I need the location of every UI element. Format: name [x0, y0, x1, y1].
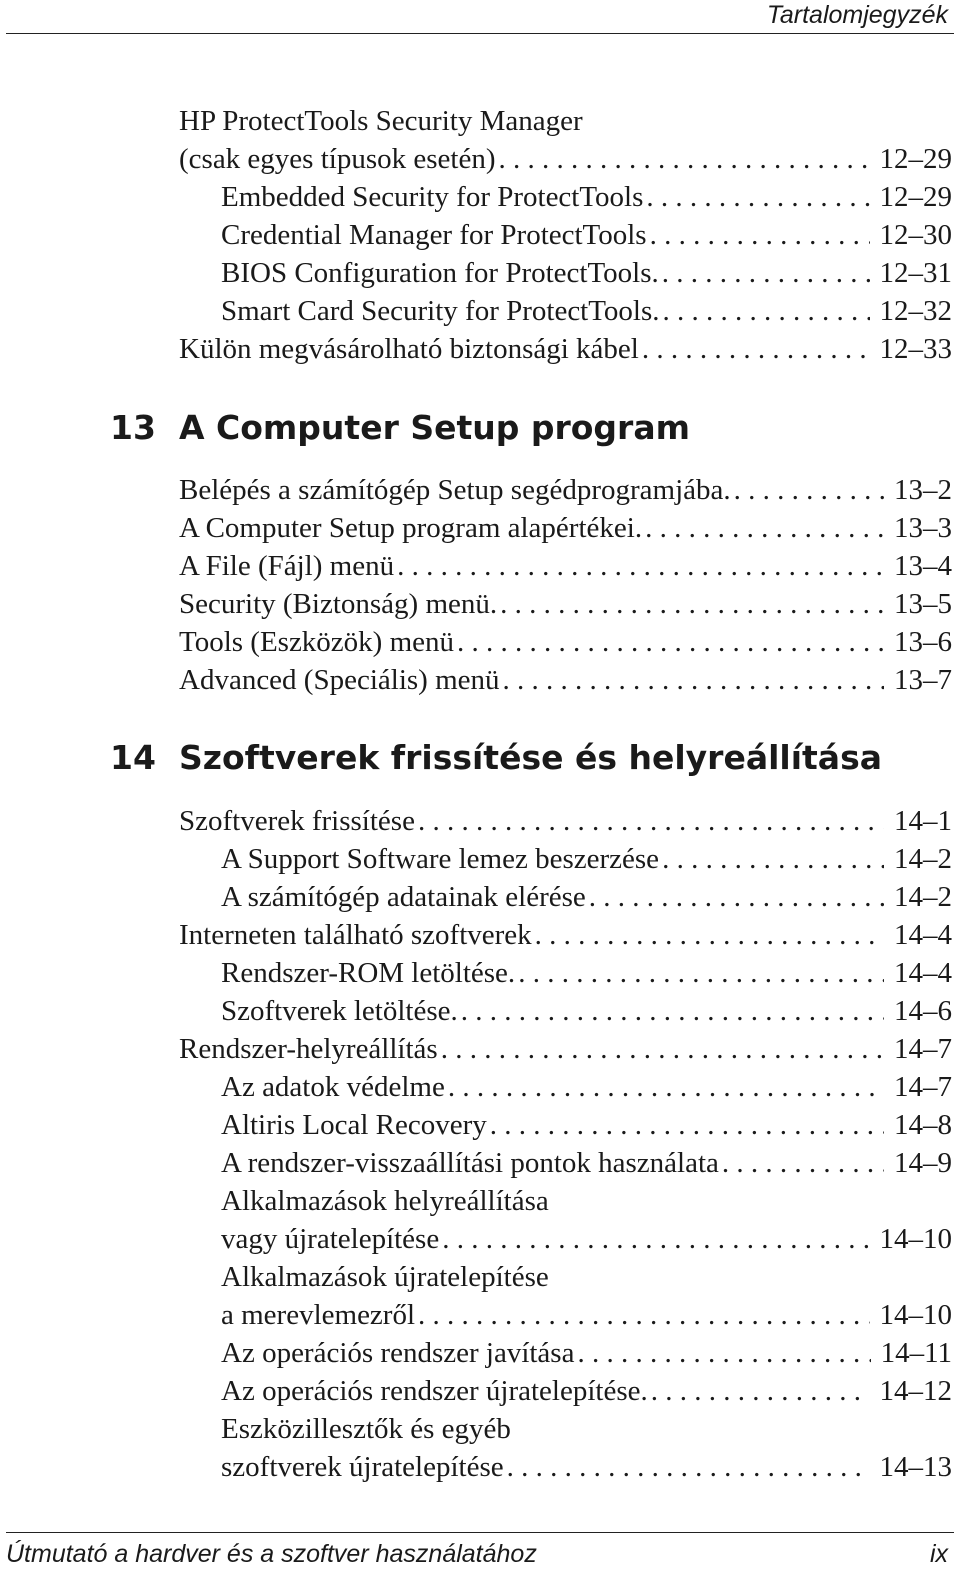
toc-entry-title: Az operációs rendszer javítása: [221, 1337, 575, 1369]
toc-entry[interactable]: [221, 178, 952, 216]
chapter-heading[interactable]: [110, 736, 882, 780]
dot-leader: [415, 1296, 869, 1334]
toc-page-number: 13–3: [894, 512, 952, 544]
dot-leader: [454, 623, 884, 661]
dot-leader: [642, 509, 884, 547]
chapter-title: A Computer Setup program: [179, 408, 690, 447]
toc-entry-title: A Computer Setup program alapértékei.: [179, 512, 643, 544]
dot-leader: [515, 954, 884, 992]
toc-entry-title: HP ProtectTools Security Manager: [179, 105, 583, 137]
toc-entry[interactable]: [221, 992, 952, 1030]
toc-entry-title: A számítógép adatainak elérése: [221, 881, 586, 913]
dot-leader: [458, 992, 884, 1030]
toc-entry-title: A rendszer-visszaállítási pontok használata: [221, 1147, 719, 1179]
toc-page-number: 14–1: [894, 805, 952, 837]
dot-leader: [495, 140, 869, 178]
toc-page-number: 13–7: [894, 664, 952, 696]
toc-page-number: 13–2: [894, 474, 952, 506]
dot-leader: [497, 585, 884, 623]
toc-page-number: 14–10: [879, 1223, 952, 1255]
toc-page-number: 12–31: [879, 257, 952, 289]
toc-page-number: 14–2: [894, 881, 952, 913]
toc-page-number: 14–11: [880, 1337, 952, 1369]
toc-entry[interactable]: [221, 1372, 952, 1410]
chapter-title: Szoftverek frissítése és helyreállítása: [179, 738, 882, 777]
toc-entry[interactable]: [179, 1030, 952, 1068]
dot-leader: [574, 1334, 870, 1372]
footer-book-title: Útmutató a hardver és a szoftver használatához: [6, 1540, 537, 1568]
toc-entry-title: Belépés a számítógép Setup segédprogramjába.: [179, 474, 731, 506]
toc-page-number: 14–7: [894, 1033, 952, 1065]
chapter-number: 13: [110, 408, 156, 447]
toc-entry-title: szoftverek újratelepítése: [221, 1451, 504, 1483]
toc-entry[interactable]: [221, 1334, 952, 1372]
toc-entry[interactable]: [179, 547, 952, 585]
toc-entry[interactable]: [221, 954, 952, 992]
toc-page-number: 14–8: [894, 1109, 952, 1141]
toc-entry[interactable]: [179, 661, 952, 699]
toc-page-number: 13–6: [894, 626, 952, 658]
toc-entry[interactable]: [221, 254, 952, 292]
dot-leader: [439, 1220, 869, 1258]
dot-leader: [660, 292, 870, 330]
toc-entry[interactable]: [221, 1220, 952, 1258]
toc-entry[interactable]: [221, 1144, 952, 1182]
toc-entry[interactable]: [221, 292, 952, 330]
toc-entry-title: (csak egyes típusok esetén): [179, 143, 496, 175]
toc-entry-title: Szoftverek frissítése: [179, 805, 415, 837]
toc-entry-title: Interneten található szoftverek: [179, 919, 532, 951]
toc-entry[interactable]: [179, 623, 952, 661]
toc-entry-title: Rendszer-ROM letöltése.: [221, 957, 516, 989]
dot-leader: [415, 802, 884, 840]
toc-page-number: 12–29: [879, 181, 952, 213]
dot-leader: [659, 840, 884, 878]
toc-page-number: 12–33: [879, 333, 952, 365]
toc-page-number: 12–32: [879, 295, 952, 327]
dot-leader: [647, 216, 870, 254]
toc-entry[interactable]: [221, 1258, 952, 1296]
toc-entry[interactable]: [179, 509, 952, 547]
toc-entry-title: Szoftverek letöltése.: [221, 995, 458, 1027]
toc-entry-title: Advanced (Speciális) menü: [179, 664, 500, 696]
toc-page-number: 14–10: [879, 1299, 952, 1331]
dot-leader: [719, 1144, 884, 1182]
footer-rule: [6, 1532, 954, 1533]
dot-leader: [586, 878, 884, 916]
dot-leader: [438, 1030, 884, 1068]
toc-entry-title: Security (Biztonság) menü.: [179, 588, 498, 620]
header-rule: [6, 33, 954, 34]
toc-entry-title: Rendszer-helyreállítás: [179, 1033, 438, 1065]
toc-entry[interactable]: [179, 330, 952, 368]
toc-entry[interactable]: [221, 216, 952, 254]
dot-leader: [643, 178, 869, 216]
dot-leader: [659, 254, 870, 292]
toc-entry-title: Tools (Eszközök) menü: [179, 626, 455, 658]
chapter-number: 14: [110, 738, 156, 777]
toc-entry-title: Az operációs rendszer újratelepítése.: [221, 1375, 648, 1407]
toc-entry[interactable]: [221, 1182, 952, 1220]
toc-entry-title: Embedded Security for ProtectTools: [221, 181, 644, 213]
running-head: Tartalomjegyzék: [766, 1, 948, 29]
chapter-heading[interactable]: [110, 406, 690, 450]
toc-page-number: 14–4: [894, 919, 952, 951]
toc-page-number: 12–30: [879, 219, 952, 251]
toc-page-number: 14–7: [894, 1071, 952, 1103]
toc-page-number: 14–12: [879, 1375, 952, 1407]
toc-entry[interactable]: [221, 1410, 952, 1448]
toc-entry[interactable]: [179, 140, 952, 178]
toc-entry-title: Eszközillesztők és egyéb: [221, 1413, 511, 1445]
toc-page-number: 14–2: [894, 843, 952, 875]
dot-leader: [639, 330, 870, 368]
toc-entry-title: Alkalmazások helyreállítása: [221, 1185, 549, 1217]
toc-entry[interactable]: [221, 1106, 952, 1144]
footer-page-number: ix: [929, 1540, 948, 1568]
toc-entry[interactable]: [221, 878, 952, 916]
toc-entry-title: Az adatok védelme: [221, 1071, 445, 1103]
dot-leader: [648, 1372, 870, 1410]
dot-leader: [504, 1448, 870, 1486]
toc-entry-title: Alkalmazások újratelepítése: [221, 1261, 549, 1293]
toc-entry-title: A File (Fájl) menü: [179, 550, 395, 582]
toc-page-number: 12–29: [879, 143, 952, 175]
dot-leader: [445, 1068, 884, 1106]
toc-entry[interactable]: [179, 585, 952, 623]
toc-entry[interactable]: [179, 471, 952, 509]
toc-entry-title: Külön megvásárolható biztonsági kábel: [179, 333, 639, 365]
toc-entry-title: Smart Card Security for ProtectTools.: [221, 295, 660, 327]
toc-entry-title: Altiris Local Recovery: [221, 1109, 487, 1141]
toc-entry[interactable]: [221, 1296, 952, 1334]
toc-entry[interactable]: [221, 1448, 952, 1486]
dot-leader: [394, 547, 884, 585]
dot-leader: [532, 916, 884, 954]
toc-entry[interactable]: [179, 102, 952, 140]
toc-page-number: 14–13: [879, 1451, 952, 1483]
toc-entry-title: BIOS Configuration for ProtectTools.: [221, 257, 659, 289]
toc-page-number: 14–9: [894, 1147, 952, 1179]
dot-leader: [731, 471, 884, 509]
dot-leader: [500, 661, 884, 699]
toc-entry[interactable]: [221, 1068, 952, 1106]
toc-entry[interactable]: [179, 916, 952, 954]
toc-entry[interactable]: [179, 802, 952, 840]
dot-leader: [487, 1106, 884, 1144]
toc-page-number: 14–6: [894, 995, 952, 1027]
toc-page-number: 14–4: [894, 957, 952, 989]
toc-entry[interactable]: [221, 840, 952, 878]
toc-entry-title: vagy újratelepítése: [221, 1223, 440, 1255]
toc-page-number: 13–4: [894, 550, 952, 582]
toc-entry-title: A Support Software lemez beszerzése: [221, 843, 660, 875]
toc-page-number: 13–5: [894, 588, 952, 620]
toc-entry-title: a merevlemezről: [221, 1299, 416, 1331]
toc-entry-title: Credential Manager for ProtectTools: [221, 219, 647, 251]
